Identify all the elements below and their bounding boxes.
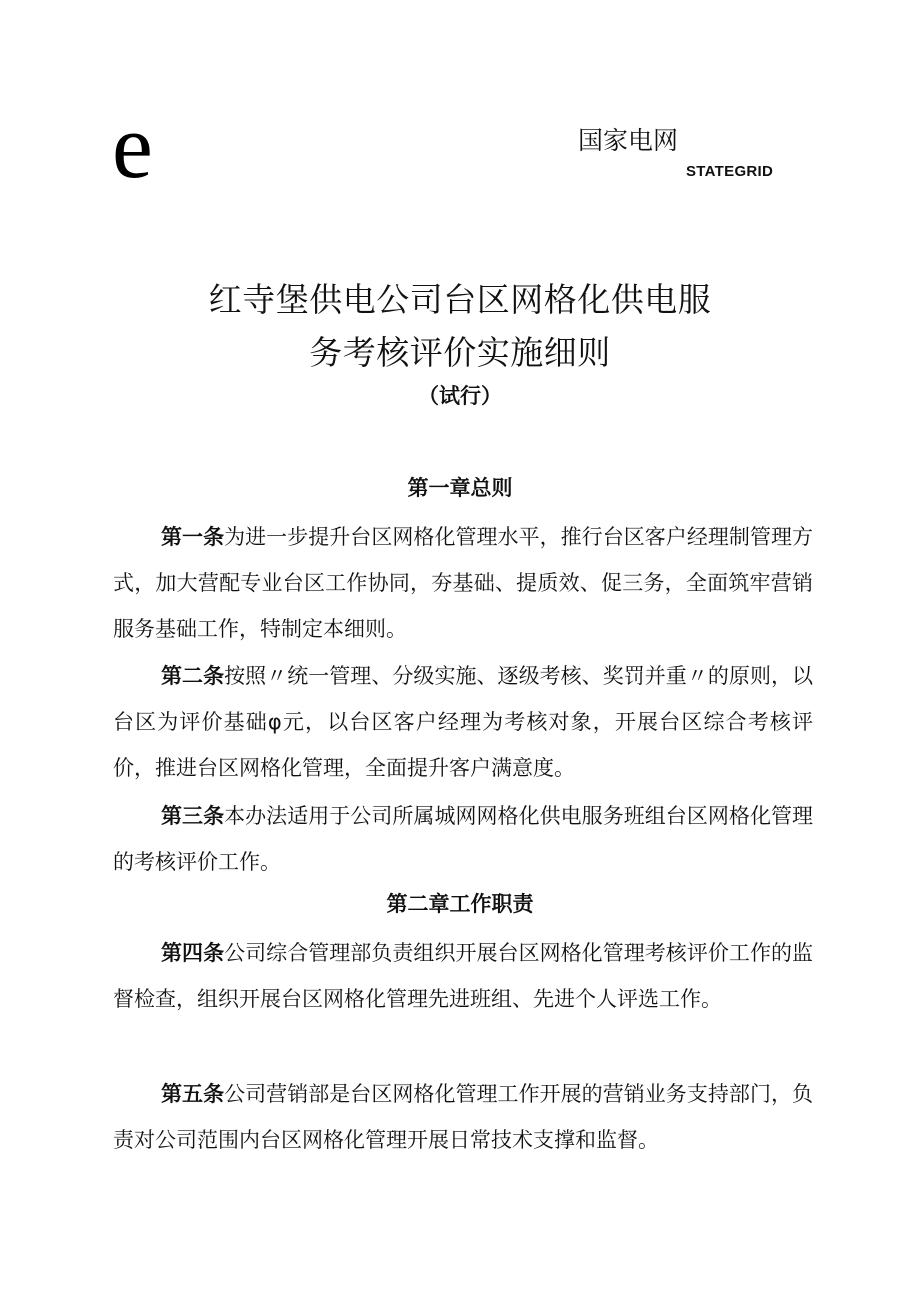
article-label: 第四条	[161, 941, 225, 965]
article-text: 公司综合管理部负责组织开展台区网格化管理考核评价工作的监督检查，组织开展台区网格化管理先进班组、先进个人评选工作。	[113, 941, 814, 1011]
state-grid-logo: e	[112, 95, 153, 197]
chapter-heading-2: 第二章工作职责	[386, 892, 534, 916]
article-5	[113, 1071, 813, 1163]
article-2	[113, 653, 813, 791]
org-name-cn: 国家电网	[578, 126, 679, 155]
article-label: 第一条	[161, 525, 225, 549]
article-text: 按照〃统一管理、分级实施、逐级考核、奖罚并重〃的原则，以台区为评价基础φ元，以台区客户经理为考核对象，开展台区综合考核评价，推进台区网格化管理，全面提升客户满意度。	[113, 664, 814, 780]
document-subtitle: （试行）	[418, 384, 502, 408]
document-title-line1: 红寺堡供电公司台区网格化供电服	[208, 280, 712, 319]
article-text: 为进一步提升台区网格化管理水平，推行台区客户经理制管理方式，加大营配专业台区工作协同，夯基础、提质效、促三务，全面筑牢营销服务基础工作，特制定本细则。	[113, 525, 814, 641]
article-label: 第二条	[161, 664, 225, 688]
article-label: 第五条	[161, 1082, 225, 1106]
article-4	[113, 930, 813, 1022]
article-text: 公司营销部是台区网格化管理工作开展的营销业务支持部门，负责对公司范围内台区网格化管理开展日常技术支撑和监督。	[113, 1082, 814, 1152]
article-text: 本办法适用于公司所属城网网格化供电服务班组台区网格化管理的考核评价工作。	[113, 804, 814, 874]
article-1	[113, 514, 813, 652]
article-3	[113, 793, 813, 885]
chapter-heading-1: 第一章总则	[407, 476, 513, 500]
document-title-line2: 务考核评价实施细则	[309, 333, 611, 372]
org-name-en: STATEGRID	[686, 163, 774, 180]
article-label: 第三条	[161, 804, 225, 828]
